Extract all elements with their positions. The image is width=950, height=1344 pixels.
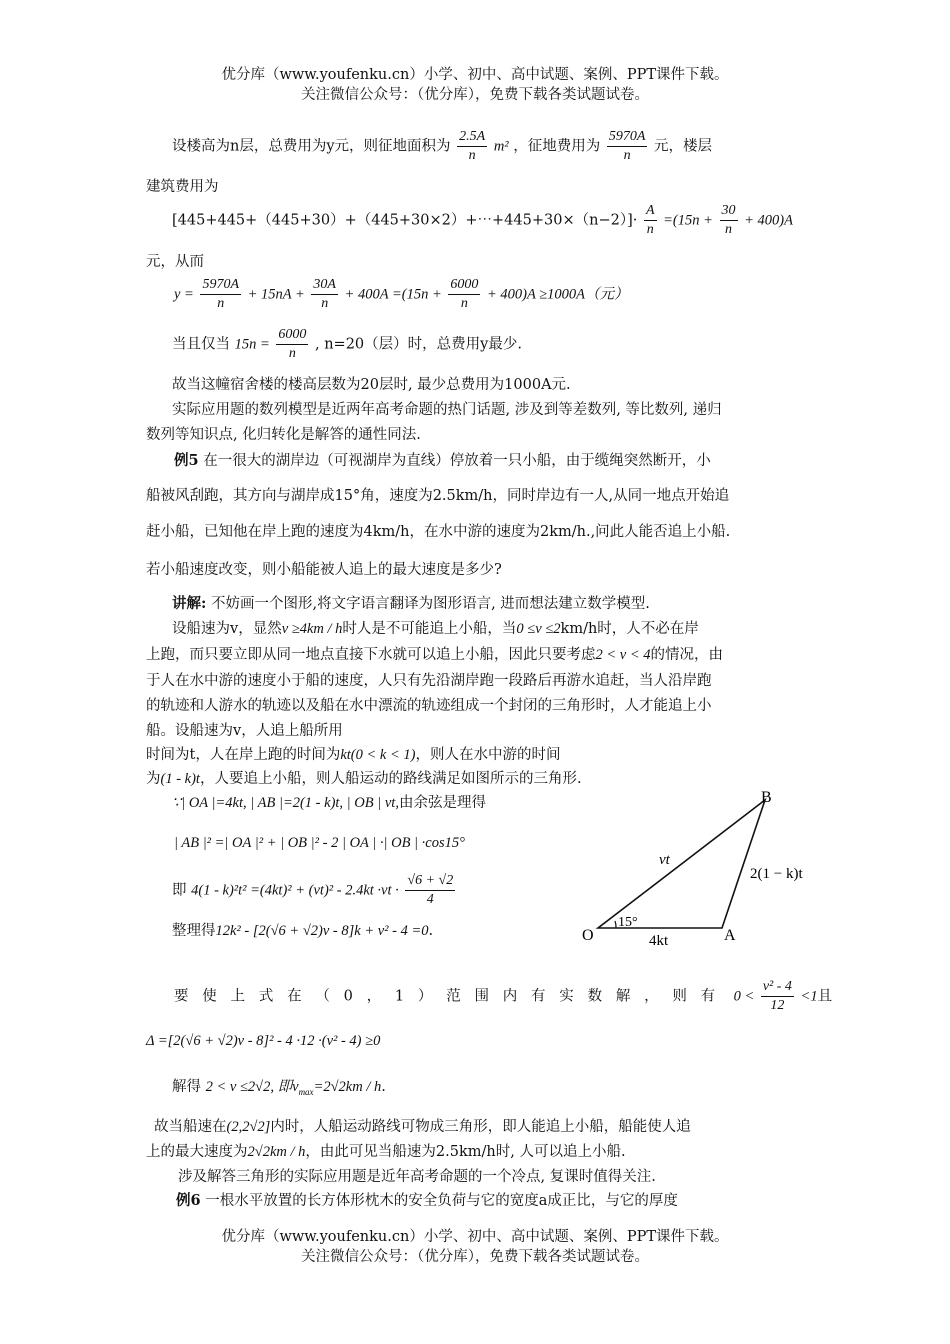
triangle-figure <box>570 780 830 950</box>
text: 元，楼层 <box>654 138 713 155</box>
text: [445+445+（445+30）+（445+30×2）+⋯+445+30×（n−2）]· <box>172 212 638 229</box>
example-5-line-1 <box>174 452 711 471</box>
text: 整理得 <box>172 923 216 939</box>
denominator: 4 <box>426 892 434 908</box>
text: 0 ≤v ≤2 <box>516 621 561 637</box>
text: kt(0 < k < 1) <box>340 747 416 763</box>
numerator: 5970A <box>200 276 241 295</box>
text: 12k² - [2(√6 + √2)v - 8]k + v² - 4 =0 <box>215 923 429 939</box>
text: (2,2√2] <box>226 1119 271 1135</box>
text: 故当船速在 <box>154 1119 227 1135</box>
solution-intro <box>172 595 650 614</box>
text: 且 <box>817 988 833 1005</box>
text: ，征地费用为 <box>513 138 601 155</box>
text: + 400A =(15n + <box>344 286 442 303</box>
text: 15n = <box>234 336 270 353</box>
para-7-line-1: 实际应用题的数列模型是近两年高考命题的热门话题, 涉及到等差数列, 等比数列, 递归 <box>172 402 722 418</box>
text: 要使上式在（0，1）范围内有实数解，则有 <box>174 988 729 1005</box>
text: + 15nA + <box>247 286 305 303</box>
text: 解得 <box>172 1079 201 1095</box>
conclusion-line-1 <box>154 1118 691 1137</box>
text: + 400)A ≥1000A（元） <box>486 286 629 303</box>
numerator: 6000 <box>276 326 308 345</box>
para-1-line-2: 建筑费用为 <box>146 179 219 195</box>
solution-label: 讲解: <box>172 595 207 612</box>
example-label: 例6 <box>176 1192 201 1209</box>
text: 设楼高为n层，总费用为y元，则征地面积为 <box>172 138 451 155</box>
text: 设船速为v，显然 <box>172 621 282 637</box>
numerator: 5970A <box>607 128 648 147</box>
text: 2 < v < 4 <box>595 647 651 663</box>
text: km/h时，人不必在岸 <box>560 621 699 637</box>
text: ，则人在水中游的时间 <box>415 747 561 763</box>
text: ∵| OA |=4kt, | AB |=2(1 - k)t, | OB | vt, <box>172 795 399 811</box>
fraction <box>405 872 455 909</box>
text: 2√2km / h <box>247 1144 306 1160</box>
example-5-line-2: 船被风刮跑，其方向与湖岸成15°角，速度为2.5km/h，同时岸边有一人,从同一地点开始追 <box>146 488 730 504</box>
text: 的情况，由 <box>650 647 724 663</box>
fraction <box>457 128 487 165</box>
text: 不妨画一个图形,将文字语言翻译为图形语言, 进而想法建立数学模型. <box>210 596 650 612</box>
solution-line-1 <box>172 620 699 639</box>
para-1-line-1 <box>172 128 712 165</box>
para-6: 故当这幢宿舍楼的楼高层数为20层时, 最少总费用为1000A元. <box>172 377 571 393</box>
text: 为 <box>146 771 161 787</box>
fraction <box>276 326 308 363</box>
text: 2 < v ≤2√2, 即v <box>205 1079 299 1095</box>
fraction <box>311 276 338 313</box>
solution-line-3: 于人在水中游的速度小于船的速度，人只有先沿湖岸跑一段路后再游水追赶，当人沿岸跑 <box>146 673 712 689</box>
denominator: 12 <box>770 998 785 1014</box>
unit: m² <box>493 138 509 155</box>
discriminant <box>146 1032 380 1051</box>
solution-line-5: 船。设船速为v，人追上船所用 <box>146 723 343 739</box>
conclusion-line-2 <box>146 1143 626 1162</box>
example-5-line-4: 若小船速度改变，则小船能被人追上的最大速度是多少? <box>146 562 502 578</box>
text: y = <box>174 286 194 303</box>
label-B: B <box>761 789 772 806</box>
text: 上的最大速度为 <box>146 1144 248 1160</box>
text: 当且仅当 <box>172 336 230 353</box>
text: <1 <box>800 988 818 1005</box>
footer-line-1: 优分库（www.youfenku.cn）小学、初中、高中试题、案例、PPT课件下载。 <box>221 1229 729 1245</box>
text: 时人是不可能追上小船，当 <box>342 621 517 637</box>
remark: 涉及解答三角形的实际应用题是近年高考命题的一个冷点, 复课时值得关注. <box>178 1169 656 1185</box>
solution-line-4: 的轨迹和人游水的轨迹以及船在水中漂流的轨迹组成一个封闭的三角形时，人才能追上小 <box>146 698 712 714</box>
label-angle: 15° <box>618 915 638 930</box>
fraction <box>448 276 480 313</box>
equation-simplified <box>172 922 433 941</box>
denominator: n <box>321 296 329 312</box>
text: Δ =[2(√6 + √2)v - 8]² - 4 ·12 ·(v² - 4) ≥0 <box>146 1033 381 1049</box>
text: 4(1 - k)²t² =(4kt)² + (vt)² - 2.4kt ·vt · <box>191 882 399 899</box>
header-line-1: 优分库（www.youfenku.cn）小学、初中、高中试题、案例、PPT课件下载。 <box>221 67 729 83</box>
text: , n=20（层）时，总费用y最少. <box>315 336 522 353</box>
solution-result <box>172 1078 386 1099</box>
angle-arc <box>615 921 616 928</box>
solution-line-8 <box>172 794 486 813</box>
numerator: 2.5A <box>457 128 487 147</box>
text: 内时，人船运动路线可物成三角形，即人能追上小船，船能使人追 <box>270 1119 691 1135</box>
example-5-line-3: 赶小船，已知他在岸上跑的速度为4km/h，在水中游的速度为2km/h.,问此人能否追上小船. <box>146 524 731 540</box>
text: 在一很大的湖岸边（可视湖岸为直线）停放着一只小船，由于缆绳突然断开，小 <box>203 453 711 469</box>
text: | AB |² =| OA |² + | OB |² - 2 | OA | ·| OB | ·cos15° <box>174 835 465 851</box>
numerator: 30 <box>720 202 738 221</box>
denominator: n <box>623 148 631 164</box>
solution-line-7 <box>146 770 582 789</box>
text: v ≥4km / h <box>281 621 343 637</box>
denominator: n <box>460 296 468 312</box>
text: (1 - k)t <box>160 771 200 787</box>
text: . <box>381 1079 386 1095</box>
example-6-line-1 <box>176 1192 678 1211</box>
label-A: A <box>724 927 736 944</box>
numerator: v² - 4 <box>761 978 794 997</box>
text: =2√2km / h <box>313 1079 382 1095</box>
label-side-OA: 4kt <box>649 933 669 949</box>
text: 即 <box>172 882 187 899</box>
text: 一根水平放置的长方体形枕木的安全负荷与它的宽度a成正比，与它的厚度 <box>205 1193 678 1209</box>
fraction <box>644 202 657 239</box>
text: =(15n + <box>663 212 713 229</box>
solution-line-6 <box>146 746 560 765</box>
formula-sum <box>172 202 793 239</box>
para-7-line-2: 数列等知识点, 化归转化是解答的通性同法. <box>146 427 421 443</box>
numerator: 6000 <box>448 276 480 295</box>
fraction <box>200 276 241 313</box>
text: ，人要追上小船，则人船运动的路线满足如图所示的三角形. <box>199 771 582 787</box>
numerator: A <box>644 202 657 221</box>
numerator: 30A <box>311 276 338 295</box>
solution-condition <box>174 978 832 1015</box>
text: 时间为t，人在岸上跑的时间为 <box>146 747 341 763</box>
fraction <box>761 978 794 1015</box>
text: 0 < <box>733 988 755 1005</box>
denominator: n <box>468 148 476 164</box>
label-side-AB: 2(1 − k)t <box>750 866 803 882</box>
fraction <box>607 128 648 165</box>
denominator: n <box>725 222 733 238</box>
text: 由余弦是理得 <box>398 795 486 811</box>
denominator: n <box>217 296 225 312</box>
text: + 400)A <box>744 212 793 229</box>
triangle-shape <box>598 800 765 928</box>
label-side-OB: vt <box>659 852 670 868</box>
para-3: 元，从而 <box>146 254 204 270</box>
fraction <box>720 202 738 239</box>
text: . <box>428 923 434 939</box>
formula-y <box>174 276 629 313</box>
solution-line-2 <box>146 646 723 665</box>
example-label: 例5 <box>174 452 199 469</box>
equation-ji <box>172 872 457 909</box>
cosine-law <box>174 834 465 853</box>
denominator: n <box>646 222 654 238</box>
condition-line <box>172 326 522 363</box>
text: ，由此可见当船速为2.5km/h时, 人可以追上小船. <box>305 1144 626 1160</box>
numerator: √6 + √2 <box>405 872 455 891</box>
text: 上跑，而只要立即从同一地点直接下水就可以追上小船，因此只要考虑 <box>146 647 596 663</box>
footer-line-2: 关注微信公众号：（优分库），免费下载各类试题试卷。 <box>301 1249 649 1265</box>
label-O: O <box>582 927 594 944</box>
denominator: n <box>288 346 296 362</box>
subscript: max <box>298 1086 314 1097</box>
header-line-2: 关注微信公众号：（优分库），免费下载各类试题试卷。 <box>301 87 649 103</box>
